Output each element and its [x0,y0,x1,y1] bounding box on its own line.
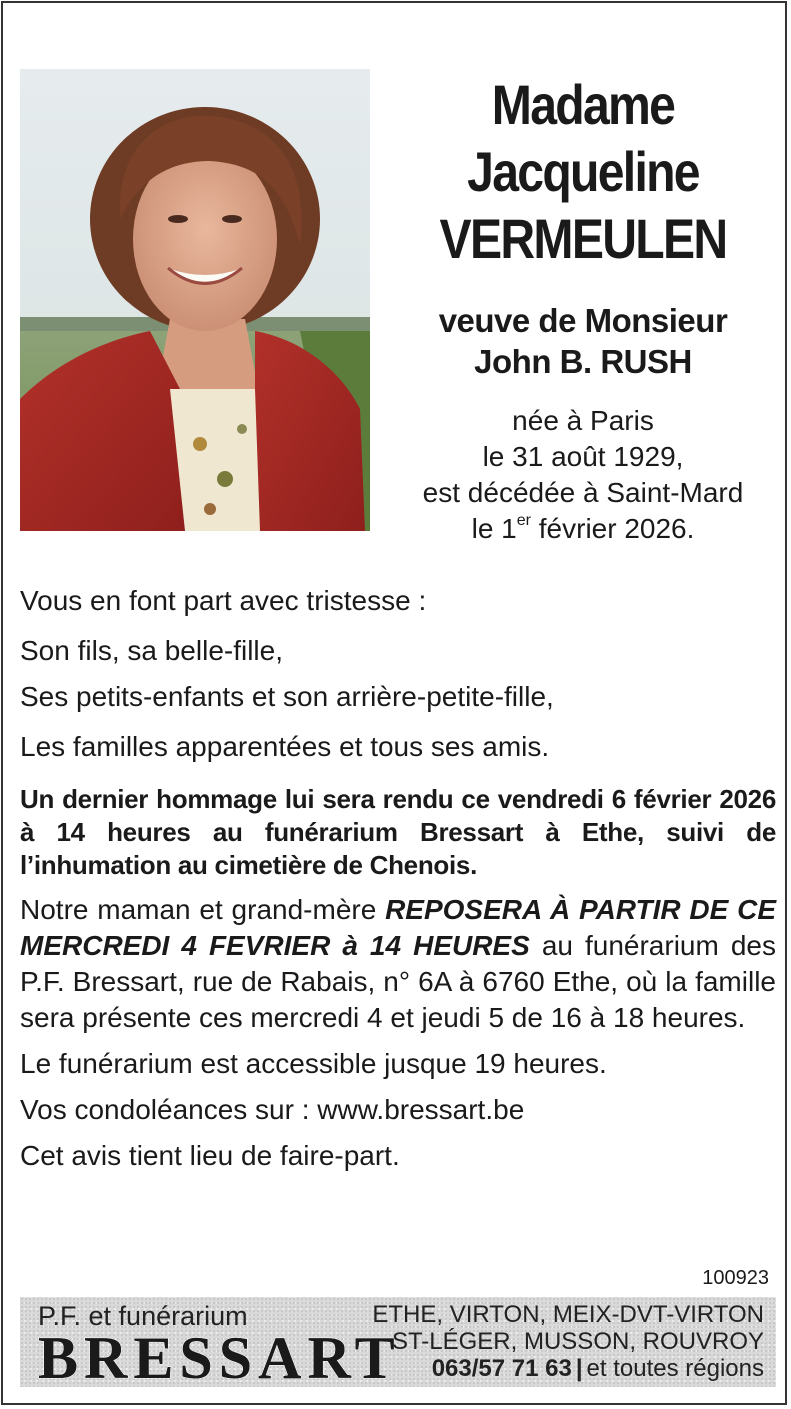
family-line-2: Ses petits-enfants et son arrière-petite-fille, [20,681,554,712]
portrait-photo [20,69,370,531]
reference-number: 100923 [702,1267,769,1289]
ceremony-details: Un dernier hommage lui sera rendu ce vendredi 6 février 2026 à 14 heures au funérarium Bressart à Ethe, suivi de l’inhumation au cimetière de Chenois. [20,784,776,880]
contact-separator: | [575,1355,583,1382]
locations-line-2: ST-LÉGER, MUSSON, ROUVROY [391,1328,764,1355]
spouse-info [383,300,783,382]
viewing-lead: Notre maman et grand-mère [20,894,386,925]
funeral-home-branding [38,1301,401,1391]
family-line-3: Les familles apparentées et tous ses amis. [20,731,550,762]
spouse-line-2: John B. RUSH [474,343,692,380]
locations-line-1: ETHE, VIRTON, MEIX-DVT-VIRTON [372,1301,764,1328]
birth-date: le 31 août 1929, [482,441,684,472]
condolences-line: Vos condoléances sur : www.bressart.be [20,1094,525,1125]
death-date-suffix: février 2026. [530,513,695,544]
header-block [383,71,783,547]
obituary-notice [1,1,787,1405]
portrait-image [20,69,370,531]
funeral-home-logo: BRESSART [38,1325,401,1391]
regions-text: et toutes régions [586,1355,764,1382]
deceased-title: Madame [491,73,675,136]
deceased-first-name: Jacqueline [467,140,699,203]
faire-part-note: Cet avis tient lieu de faire-part. [20,1140,400,1171]
viewing-details [20,892,776,1036]
phone-number: 063/57 71 63 [431,1355,572,1382]
spouse-line-1: veuve de Monsieur [438,302,728,339]
death-date-prefix: le 1 [471,513,517,544]
viewing-emphasis: REPOSERA À PARTIR DE CE MERCREDI 4 FEVRIER à 14 HEURES [20,894,776,961]
deceased-last-name: VERMEULEN [439,207,727,270]
notice-body [20,583,776,1174]
death-place: est décédée à Saint-Mard [422,477,744,508]
funeral-home-subtitle: P.F. et funérarium [38,1301,248,1331]
access-note: Le funérarium est accessible jusque 19 heures. [20,1048,607,1079]
viewing-rest: au funérarium des P.F. Bressart, rue de Rabais, n° 6A à 6760 Ethe, où la famille sera présente ces mercredi 4 et jeudi 5 de 16 à 18 heures. [20,930,776,1033]
funeral-home-banner [20,1297,776,1391]
death-date-ordinal: er [516,512,531,529]
birth-death-info [383,403,783,547]
birth-place: née à Paris [512,405,654,436]
death-date [383,511,783,547]
family-line-1: Son fils, sa belle-fille, [20,635,284,666]
funeral-home-contact [372,1301,764,1382]
contact-line [372,1355,764,1382]
announcement-intro: Vous en font part avec tristesse : [20,585,427,616]
